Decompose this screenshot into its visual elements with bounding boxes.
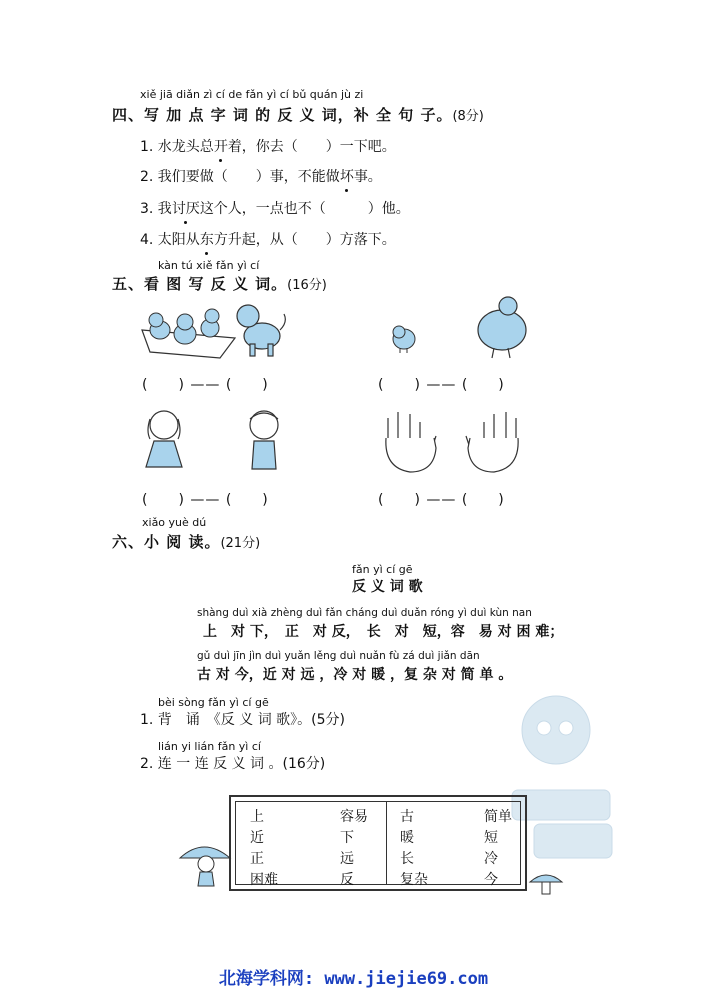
question-recite: 1. 背 诵 《反 义 词 歌》。(5分) xyxy=(140,712,345,728)
answer-pair-1[interactable]: ( ) —— ( ) xyxy=(142,377,269,393)
section6-pinyin: xiǎo yuè dú xyxy=(142,516,207,529)
girl-umbrella-image xyxy=(176,832,234,890)
right-hand-image xyxy=(382,408,440,474)
big-dog-image xyxy=(232,300,288,358)
right-match-3[interactable]: 冷 xyxy=(484,851,498,867)
poem-line1: 上 对 下， 正 对 反， 长 对 短，容 易 对 困 难； xyxy=(203,624,564,640)
q3-part-a: 3. 我 xyxy=(140,201,172,217)
section6-title-text: 六、小 阅 读。 xyxy=(112,533,221,551)
right-item-1[interactable]: 古 xyxy=(400,809,414,825)
right-item-3[interactable]: 长 xyxy=(400,851,414,867)
q2-part-a: 2. 我们要做（ ）事，不能做 xyxy=(140,169,340,185)
matching-table xyxy=(229,795,527,891)
section5-title-text: 五、看 图 写 反 义 词。 xyxy=(112,275,288,293)
matching-table-inner xyxy=(235,801,521,888)
q2-part-b: 事。 xyxy=(353,169,382,185)
right-match-4[interactable]: 今 xyxy=(484,872,498,888)
right-item-2[interactable]: 暖 xyxy=(400,830,414,846)
section4-q4 xyxy=(140,229,396,249)
answer-pair-4[interactable]: ( ) —— ( ) xyxy=(378,492,505,508)
q2-pinyin: lián yi lián fǎn yì cí xyxy=(158,740,261,753)
left-match-1[interactable]: 容易 xyxy=(340,809,368,825)
section5-pinyin: kàn tú xiě fǎn yì cí xyxy=(158,259,260,272)
section4-title-text: 四、写 加 点 字 词 的 反 义 词，补 全 句 子。 xyxy=(112,106,453,124)
left-match-3[interactable]: 远 xyxy=(340,851,354,867)
mushroom-image xyxy=(526,866,566,896)
q2-dotted: 坏 xyxy=(340,166,354,186)
hen-image xyxy=(472,292,532,360)
left-hand-image xyxy=(460,408,522,474)
q1-dotted: 开 xyxy=(214,136,228,156)
q3-part-b: 这个人，一点也不（ ）他。 xyxy=(199,201,410,217)
left-item-1[interactable]: 上 xyxy=(250,809,264,825)
right-match-2[interactable]: 短 xyxy=(484,830,498,846)
section5-points: (16分) xyxy=(287,278,327,293)
section4-q1 xyxy=(140,136,396,156)
section4-q2 xyxy=(140,166,382,186)
q1-pinyin: bèi sòng fǎn yì cí gē xyxy=(158,696,269,709)
section4-title xyxy=(112,104,484,125)
left-item-2[interactable]: 近 xyxy=(250,830,264,846)
boy-image xyxy=(238,405,294,473)
section4-q3 xyxy=(140,198,410,218)
q1-part-b: 着，你去（ ）一下吧。 xyxy=(227,139,396,155)
answer-pair-3[interactable]: ( ) —— ( ) xyxy=(142,492,269,508)
poem-line2: 古 对 今，近 对 远 ，冷 对 暖 ，复 杂 对 简 单 。 xyxy=(197,667,513,683)
right-match-1[interactable]: 简单 xyxy=(484,809,512,825)
footer-website[interactable]: 北海学科网: www.jiejie69.com xyxy=(218,969,489,989)
left-item-3[interactable]: 正 xyxy=(250,851,264,867)
poem-line2-pinyin: gǔ duì jīn jìn duì yuǎn lěng duì nuǎn fù zá duì jiǎn dān xyxy=(197,650,480,662)
poem-title: 反 义 词 歌 xyxy=(352,579,423,595)
table-divider xyxy=(386,802,387,884)
question-match: 2. 连 一 连 反 义 词 。(16分) xyxy=(140,756,326,772)
q3-dotted: 讨厌 xyxy=(172,198,200,218)
section6-title xyxy=(112,531,260,552)
left-match-2[interactable]: 下 xyxy=(340,830,354,846)
section5-title xyxy=(112,273,327,294)
chick-image xyxy=(388,322,420,354)
q4-dotted: 东 xyxy=(200,229,214,249)
section4-pinyin: xiě jiā diǎn zì cí de fǎn yì cí bǔ quán jù zi xyxy=(140,88,364,101)
section4-points: (8分) xyxy=(452,109,484,124)
poem-line1-pinyin: shàng duì xià zhèng duì fǎn cháng duì duǎn róng yì duì kùn nan xyxy=(197,607,532,619)
left-match-4[interactable]: 反 xyxy=(340,872,354,888)
girl-image xyxy=(140,405,190,473)
q4-part-a: 4. 太阳从 xyxy=(140,232,200,248)
answer-pair-2[interactable]: ( ) —— ( ) xyxy=(378,377,505,393)
right-item-4[interactable]: 复杂 xyxy=(400,872,428,888)
q4-part-b: 方升起，从（ ）方落下。 xyxy=(213,232,396,248)
section6-points: (21分) xyxy=(220,536,261,551)
left-item-4[interactable]: 困难 xyxy=(250,872,278,888)
poem-title-pinyin: fǎn yì cí gē xyxy=(352,563,413,576)
q1-part-a: 1. 水龙头总 xyxy=(140,139,214,155)
